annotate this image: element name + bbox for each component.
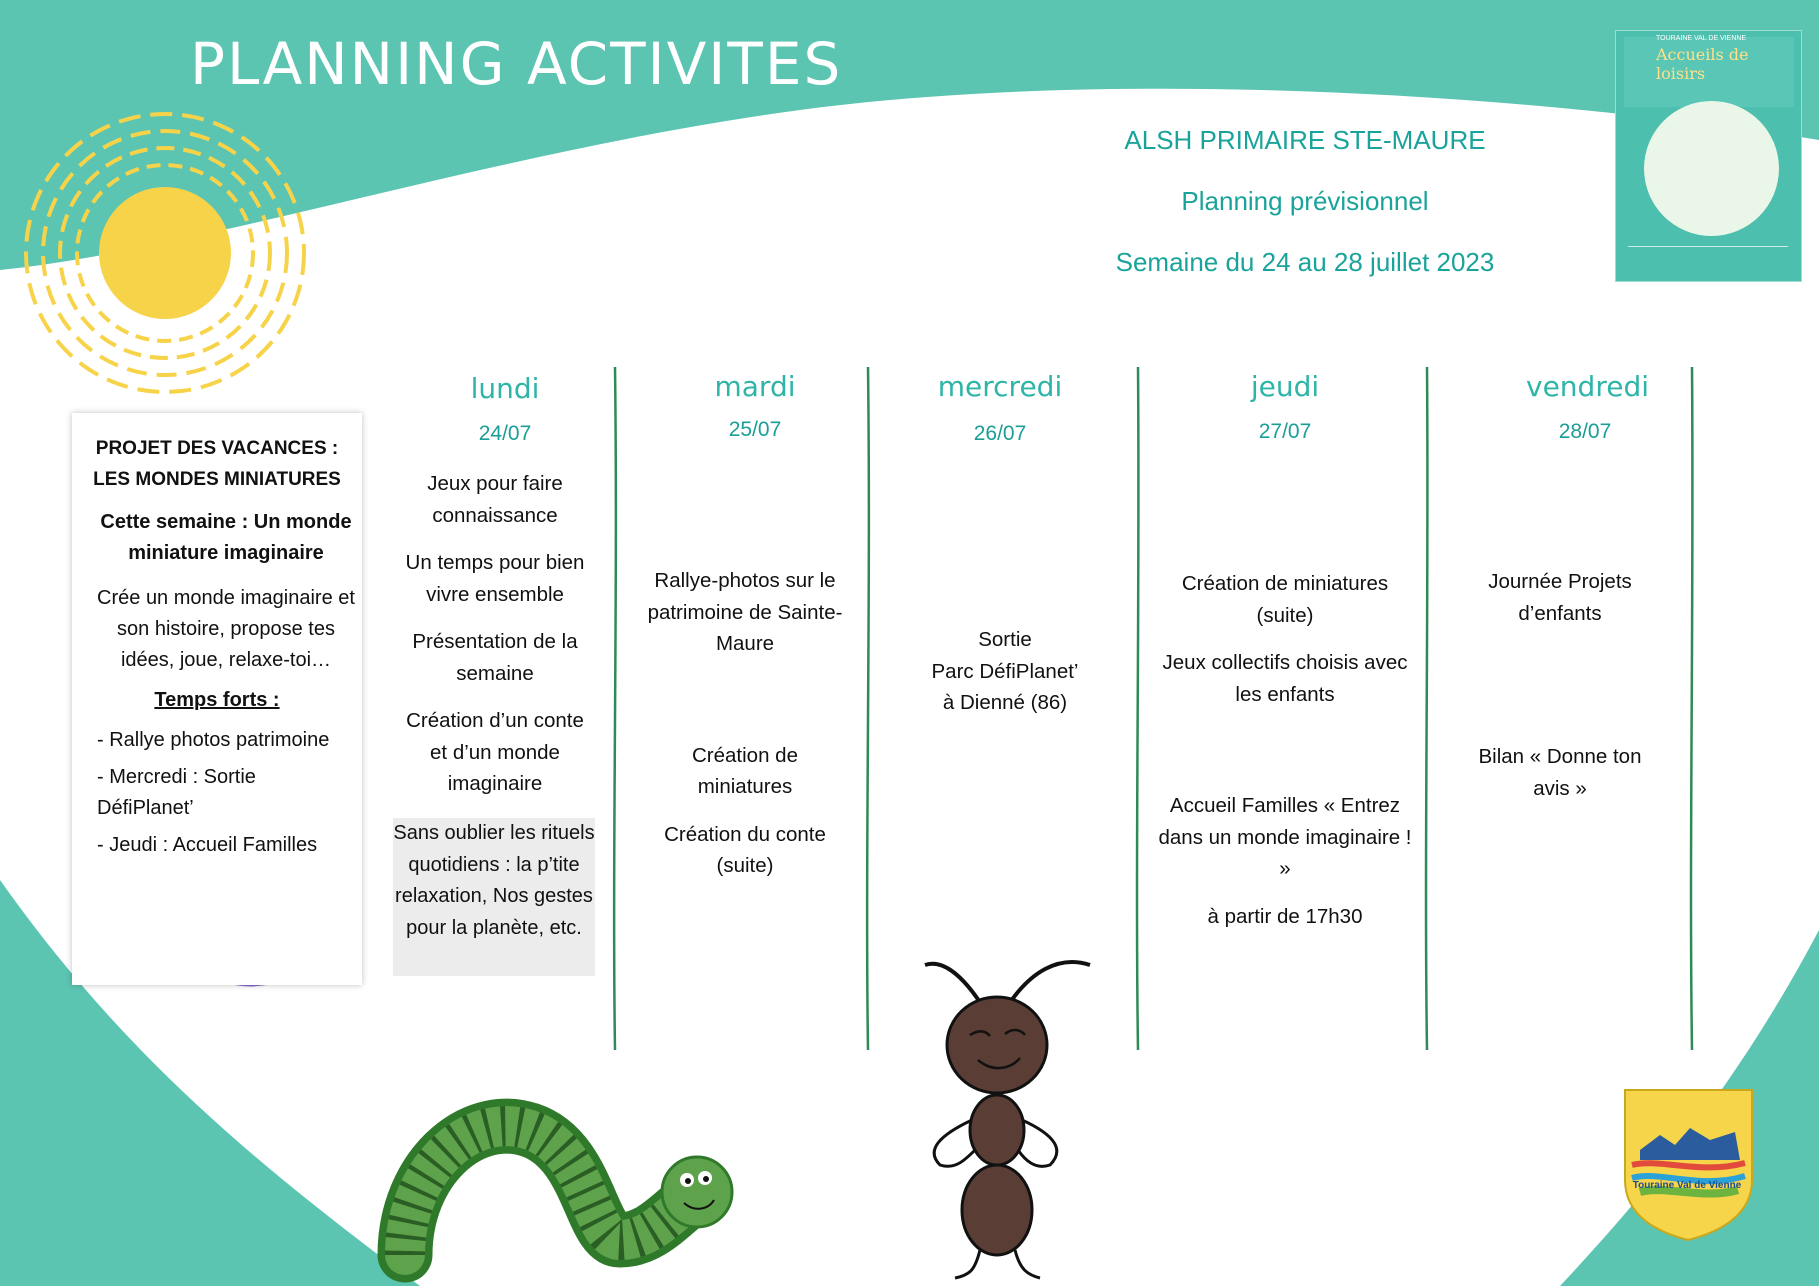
activity: Présentation de la semaine <box>412 630 578 685</box>
community-logo <box>1625 1090 1752 1240</box>
column-lundi <box>395 468 595 816</box>
activity: Jeux pour faire connaissance <box>427 472 563 527</box>
date-mardi: 25/07 <box>728 418 782 441</box>
activity: Bilan « Donne ton avis » <box>1478 745 1642 800</box>
day-lundi: lundi <box>470 372 540 405</box>
list-item: - Rallye photos patrimoine <box>97 729 330 751</box>
brochure-illustration <box>1644 101 1779 236</box>
activity: Jeux collectifs choisis avec les enfants <box>1162 651 1408 706</box>
activity: Un temps pour bien vivre ensemble <box>405 551 585 606</box>
logo-caption: Touraine Val de Vienne <box>1632 1180 1742 1191</box>
planning-label: Planning prévisionnel <box>1181 186 1429 216</box>
header-block <box>980 125 1630 308</box>
day-mercredi: mercredi <box>937 370 1063 403</box>
project-panel <box>72 413 362 985</box>
date-lundi: 24/07 <box>478 422 532 445</box>
column-vendredi <box>1460 566 1660 820</box>
project-title: PROJET DES VACANCES : LES MONDES MINIATURES <box>93 438 341 490</box>
activity: à Dienné (86) <box>942 691 1068 714</box>
date-mercredi: 26/07 <box>973 422 1027 445</box>
list-item: - Jeudi : Accueil Familles <box>97 834 318 856</box>
highlights-title: Temps forts : <box>154 689 280 711</box>
activity: Création de miniatures (suite) <box>1181 572 1389 627</box>
activity: Sortie <box>978 628 1032 651</box>
activity: Journée Projets d’enfants <box>1488 570 1632 625</box>
day-mardi: mardi <box>714 370 796 403</box>
column-jeudi <box>1155 568 1415 948</box>
page-title: PLANNING ACTIVITES <box>190 30 843 98</box>
brochure-thumbnail <box>1615 30 1802 282</box>
rituels-note: Sans oublier les rituels quotidiens : la p’tite relaxation, Nos gestes pour la planète, etc. <box>393 818 595 976</box>
day-vendredi: vendredi <box>1526 370 1649 403</box>
column-mercredi <box>895 624 1115 719</box>
project-description: Crée un monde imaginaire et son histoire, propose tes idées, joue, relaxe-toi… <box>97 587 355 671</box>
date-jeudi: 27/07 <box>1258 420 1312 443</box>
column-mardi <box>645 565 845 898</box>
center-name: ALSH PRIMAIRE STE-MAURE <box>1124 125 1486 155</box>
caterpillar-icon <box>405 1126 732 1255</box>
week-label: Semaine du 24 au 28 juillet 2023 <box>1115 247 1495 277</box>
activity: Création du conte (suite) <box>664 822 826 877</box>
brochure-line1: TOURAINE VAL DE VIENNE <box>1656 35 1747 42</box>
this-week-theme: Cette semaine : Un monde miniature imaginaire <box>100 511 352 564</box>
highlights-list <box>97 725 357 867</box>
list-item: - Mercredi : Sortie DéfiPlanet’ <box>97 766 256 819</box>
day-jeudi: jeudi <box>1250 370 1320 403</box>
date-vendredi: 28/07 <box>1558 420 1612 443</box>
brochure-title: Accueils de loisirs <box>1656 45 1749 83</box>
activity: Création d’un conte et d’un monde imaginaire <box>406 709 584 795</box>
activity: Rallye-photos sur le patrimoine de Sainte-Maure <box>647 569 843 655</box>
activity: à partir de 17h30 <box>1207 904 1363 928</box>
activity: Parc DéfiPlanet’ <box>931 659 1079 683</box>
activity: Création de miniatures <box>692 743 798 798</box>
ant-icon <box>925 962 1090 1278</box>
activity: Accueil Familles « Entrez dans un monde imaginaire ! » <box>1158 794 1412 880</box>
